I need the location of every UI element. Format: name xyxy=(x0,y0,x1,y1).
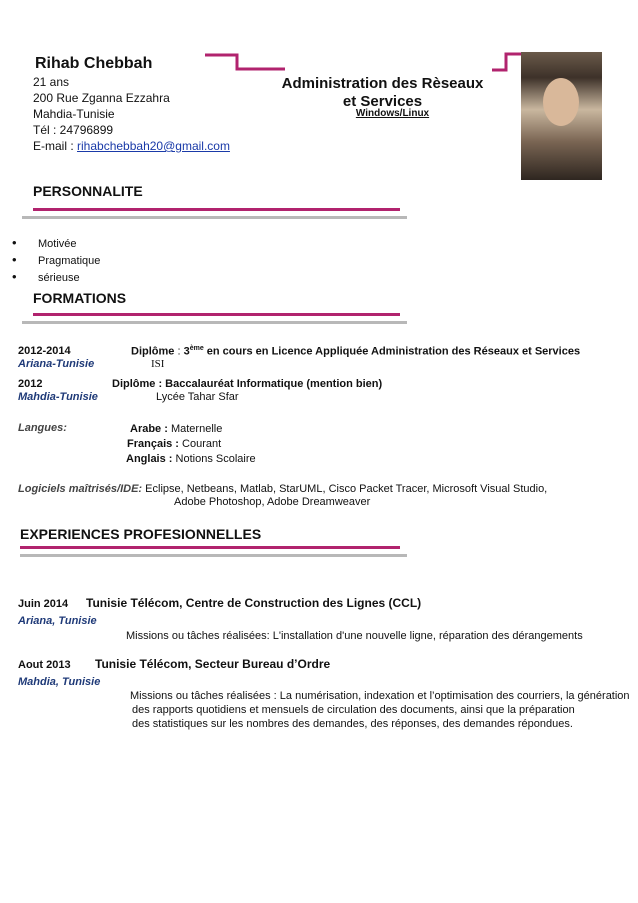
formation-years: 2012 xyxy=(18,378,43,390)
section-underline xyxy=(33,313,400,316)
formation-diploma: Diplôme : Baccalauréat Informatique (mention bien) xyxy=(112,378,383,390)
langue-item: Arabe : Maternelle xyxy=(130,423,223,435)
list-item: • Pragmatique xyxy=(12,252,100,269)
section-rule xyxy=(22,321,407,324)
header-divider-right xyxy=(492,52,522,74)
section-rule xyxy=(22,216,407,219)
logiciels-label: Logiciels maîtrisés/IDE: xyxy=(18,483,143,495)
experience-date: Juin 2014 xyxy=(18,598,69,610)
job-title-line2: et Services xyxy=(342,93,423,110)
contact-block xyxy=(33,74,230,154)
section-personnalite: PERSONNALITE xyxy=(33,183,143,199)
missions-line: des rapports quotidiens et mensuels de circulation des documents, ainsi que la préparation xyxy=(132,704,575,716)
job-title xyxy=(270,75,495,111)
experience-place: Ariana, Tunisie xyxy=(18,615,97,627)
job-title-line1: Administration des Rèseaux xyxy=(281,75,484,92)
section-underline xyxy=(20,546,400,549)
formation-years: 2012-2014 xyxy=(18,345,71,357)
missions-line: Missions ou tâches réalisées : La numérisation, indexation et l’optimisation des courriers, la génération xyxy=(130,690,630,702)
experience-date: Aout 2013 xyxy=(18,659,71,671)
age: 21 ans xyxy=(33,75,70,89)
experience-place: Mahdia, Tunisie xyxy=(18,676,101,688)
experience-missions xyxy=(130,689,630,731)
city: Mahdia-Tunisie xyxy=(33,107,115,121)
langue-item: Français : Courant xyxy=(127,438,222,450)
formation-place: Ariana-Tunisie xyxy=(18,358,95,370)
formation-school: Lycée Tahar Sfar xyxy=(156,391,239,403)
missions-line: des statistiques sur les nombres des demandes, des réponses, des demandes répondues. xyxy=(132,718,573,730)
address: 200 Rue Zganna Ezzahra xyxy=(33,91,170,105)
experience-company: Tunisie Télécom, Centre de Construction des Lignes (CCL) xyxy=(86,596,422,610)
experience-missions: Missions ou tâches réalisées: L'installation d'une nouvelle ligne, réparation des dérangements xyxy=(126,630,583,642)
phone: Tél : 24796899 xyxy=(33,123,114,137)
header-divider xyxy=(205,53,285,75)
email-line xyxy=(33,138,230,154)
section-rule xyxy=(20,554,407,557)
section-underline xyxy=(33,208,400,211)
list-item: • Motivée xyxy=(12,235,100,252)
formation-diploma: Diplôme : 3ème en cours en Licence Appliquée Administration des Réseaux et Services xyxy=(131,345,581,358)
section-experiences: EXPERIENCES PROFESIONNELLES xyxy=(20,526,262,542)
personality-list xyxy=(12,235,100,286)
photo-face xyxy=(543,78,579,126)
langue-item: Anglais : Notions Scolaire xyxy=(126,453,256,465)
logiciels-line2: Adobe Photoshop, Adobe Dreamweaver xyxy=(174,496,371,508)
job-subtitle: Windows/Linux xyxy=(355,108,430,119)
logiciels-line1: Logiciels maîtrisés/IDE: Eclipse, Netbeans, Matlab, StarUML, Cisco Packet Tracer, Microsoft Visual Studio, xyxy=(18,483,548,495)
experience-company: Tunisie Télécom, Secteur Bureau d’Ordre xyxy=(95,657,331,671)
section-formations: FORMATIONS xyxy=(33,290,127,306)
candidate-name: Rihab Chebbah xyxy=(35,55,153,72)
email-link[interactable]: rihabchebbah20@gmail.com xyxy=(77,139,230,153)
profile-photo xyxy=(521,52,602,180)
formation-place: Mahdia-Tunisie xyxy=(18,391,98,403)
langues-label: Langues: xyxy=(18,422,67,434)
formation-school: ISI xyxy=(151,358,165,370)
list-item: • sérieuse xyxy=(12,269,100,286)
langues-list xyxy=(126,422,256,467)
email-label: E-mail : xyxy=(33,139,78,153)
